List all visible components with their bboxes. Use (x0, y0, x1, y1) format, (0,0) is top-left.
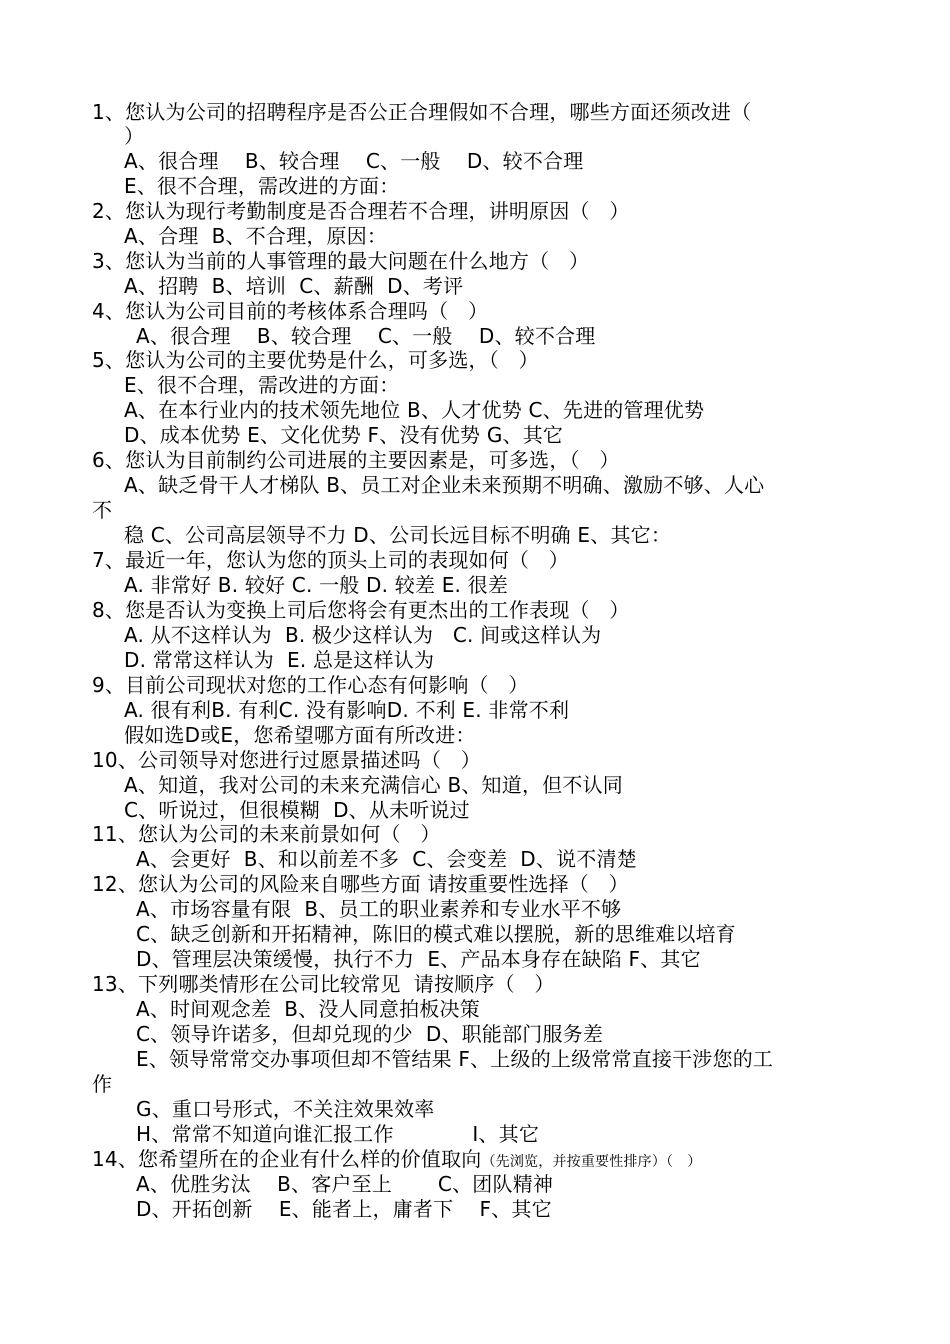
line-text: D、开拓创新 E、能者上，庸者下 F、其它 (136, 1197, 552, 1221)
line-text: C、听说过，但很模糊 D、从未听说过 (124, 798, 470, 822)
line-text: 3、您认为当前的人事管理的最大问题在什么地方（ ） (92, 249, 590, 273)
line-text: 10、公司领导对您进行过愿景描述吗（ ） (92, 748, 481, 772)
line-text: 作 (92, 1072, 113, 1096)
line-text: 11、您认为公司的未来前景如何（ ） (92, 822, 441, 846)
survey-line (92, 348, 539, 372)
line-text: 4、您认为公司目前的考核体系合理吗（ ） (92, 299, 489, 323)
line-text: E、很不合理，需改进的方面： (124, 373, 400, 397)
survey-line (124, 523, 671, 547)
line-text: E、领导常常交办事项但却不管结果 F、上级的上级常常直接干涉您的工 (136, 1047, 774, 1071)
line-text: C、领导许诺多，但却兑现的少 D、职能部门服务差 (136, 1022, 604, 1046)
survey-line (92, 822, 441, 846)
line-text: 不 (92, 498, 113, 522)
survey-line (92, 598, 630, 622)
line-text: G、重口号形式，不关注效果效率 (136, 1097, 435, 1121)
line-text: E、很不合理，需改进的方面： (124, 174, 400, 198)
line-text: H、常常不知道向谁汇报工作 I、其它 (136, 1122, 540, 1146)
line-text: D、成本优势 E、文化优势 F、没有优势 G、其它 (124, 423, 564, 447)
survey-line (136, 1047, 773, 1071)
survey-line (136, 1197, 552, 1221)
line-text: A. 很有利B. 有利C. 没有影响D. 不利 E. 非常不利 (124, 698, 570, 722)
line-text: 14、您希望所在的企业有什么样的价值取向 (92, 1147, 482, 1171)
survey-line (92, 1147, 701, 1174)
survey-line (124, 124, 144, 148)
survey-line (92, 872, 629, 896)
survey-line (92, 1072, 112, 1096)
line-text: A、很合理 B、较合理 C、一般 D、较不合理 (124, 149, 584, 173)
line-text: D. 常常这样认为 E. 总是这样认为 (124, 648, 435, 672)
survey-line (136, 947, 701, 971)
survey-line (124, 798, 470, 822)
survey-line (92, 673, 529, 697)
survey-line (92, 972, 555, 996)
survey-line (136, 847, 637, 871)
survey-line (124, 723, 476, 747)
survey-line (124, 623, 601, 647)
survey-line (124, 773, 623, 797)
survey-line (124, 423, 563, 447)
survey-line (124, 274, 463, 298)
line-text: A. 从不这样认为 B. 极少这样认为 C. 间或这样认为 (124, 623, 602, 647)
line-text: A、会更好 B、和以前差不多 C、会变差 D、说不清楚 (136, 847, 637, 871)
survey-line (92, 199, 630, 223)
line-text: 8、您是否认为变换上司后您将会有更杰出的工作表现（ ） (92, 598, 630, 622)
survey-line (92, 498, 112, 522)
line-text: 7、最近一年，您认为您的顶头上司的表现如何（ ） (92, 548, 569, 572)
line-text: A、很合理 B、较合理 C、一般 D、较不合理 (136, 324, 596, 348)
survey-line (124, 373, 399, 397)
line-text: 6、您认为目前制约公司进展的主要因素是，可多选，（ ） (92, 448, 620, 472)
survey-line (124, 698, 569, 722)
line-text: A、市场容量有限 B、员工的职业素养和专业水平不够 (136, 897, 622, 921)
survey-line (92, 100, 751, 124)
line-text: 13、下列哪类情形在公司比较常见 请按顺序（ ） (92, 972, 555, 996)
line-text: 12、您认为公司的风险来自哪些方面 请按重要性选择（ ） (92, 872, 629, 896)
survey-line (124, 224, 387, 248)
survey-line (124, 149, 583, 173)
line-text: A、优胜劣汰 B、客户至上 C、团队精神 (136, 1172, 554, 1196)
line-text: 稳 C、公司高层领导不力 D、公司长远目标不明确 E、其它： (124, 523, 672, 547)
survey-line (136, 1022, 603, 1046)
survey-line (136, 1122, 539, 1146)
line-text: A、知道，我对公司的未来充满信心 B、知道，但不认同 (124, 773, 623, 797)
line-text: A、缺乏骨干人才梯队 B、员工对企业未来预期不明确、激励不够、人心 (124, 473, 765, 497)
survey-line (124, 398, 704, 422)
line-note: （先浏览，并按重要性排序）（ ） (481, 1154, 702, 1170)
line-text: A. 非常好 B. 较好 C. 一般 D. 较差 E. 很差 (124, 573, 509, 597)
line-text: 9、目前公司现状对您的工作心态有何影响（ ） (92, 673, 529, 697)
survey-line (136, 922, 736, 946)
survey-line (92, 748, 481, 772)
line-text: A、时间观念差 B、没人同意拍板决策 (136, 997, 480, 1021)
survey-line (124, 174, 399, 198)
line-text: A、合理 B、不合理，原因： (124, 224, 388, 248)
line-text: D、管理层决策缓慢，执行不力 E、产品本身存在缺陷 F、其它 (136, 947, 701, 971)
survey-line (92, 249, 589, 273)
survey-line (136, 1172, 553, 1196)
line-text: A、招聘 B、培训 C、薪酬 D、考评 (124, 274, 464, 298)
survey-line (124, 648, 434, 672)
survey-line (92, 299, 488, 323)
survey-line (124, 573, 508, 597)
survey-line (124, 473, 764, 497)
line-text: 1、您认为公司的招聘程序是否公正合理假如不合理，哪些方面还须改进（ (92, 100, 752, 124)
survey-line (136, 897, 621, 921)
survey-line (92, 448, 620, 472)
line-text: C、缺乏创新和开拓精神，陈旧的模式难以摆脱，新的思维难以培育 (136, 922, 736, 946)
survey-line (92, 548, 569, 572)
survey-line (136, 324, 595, 348)
line-text: ） (124, 124, 145, 148)
line-text: A、在本行业内的技术领先地位 B、人才优势 C、先进的管理优势 (124, 398, 705, 422)
line-text: 2、您认为现行考勤制度是否合理若不合理，讲明原因（ ） (92, 199, 630, 223)
line-text: 假如选D或E，您希望哪方面有所改进： (124, 723, 476, 747)
line-text: 5、您认为公司的主要优势是什么，可多选，（ ） (92, 348, 539, 372)
survey-line (136, 997, 480, 1021)
survey-line (136, 1097, 435, 1121)
